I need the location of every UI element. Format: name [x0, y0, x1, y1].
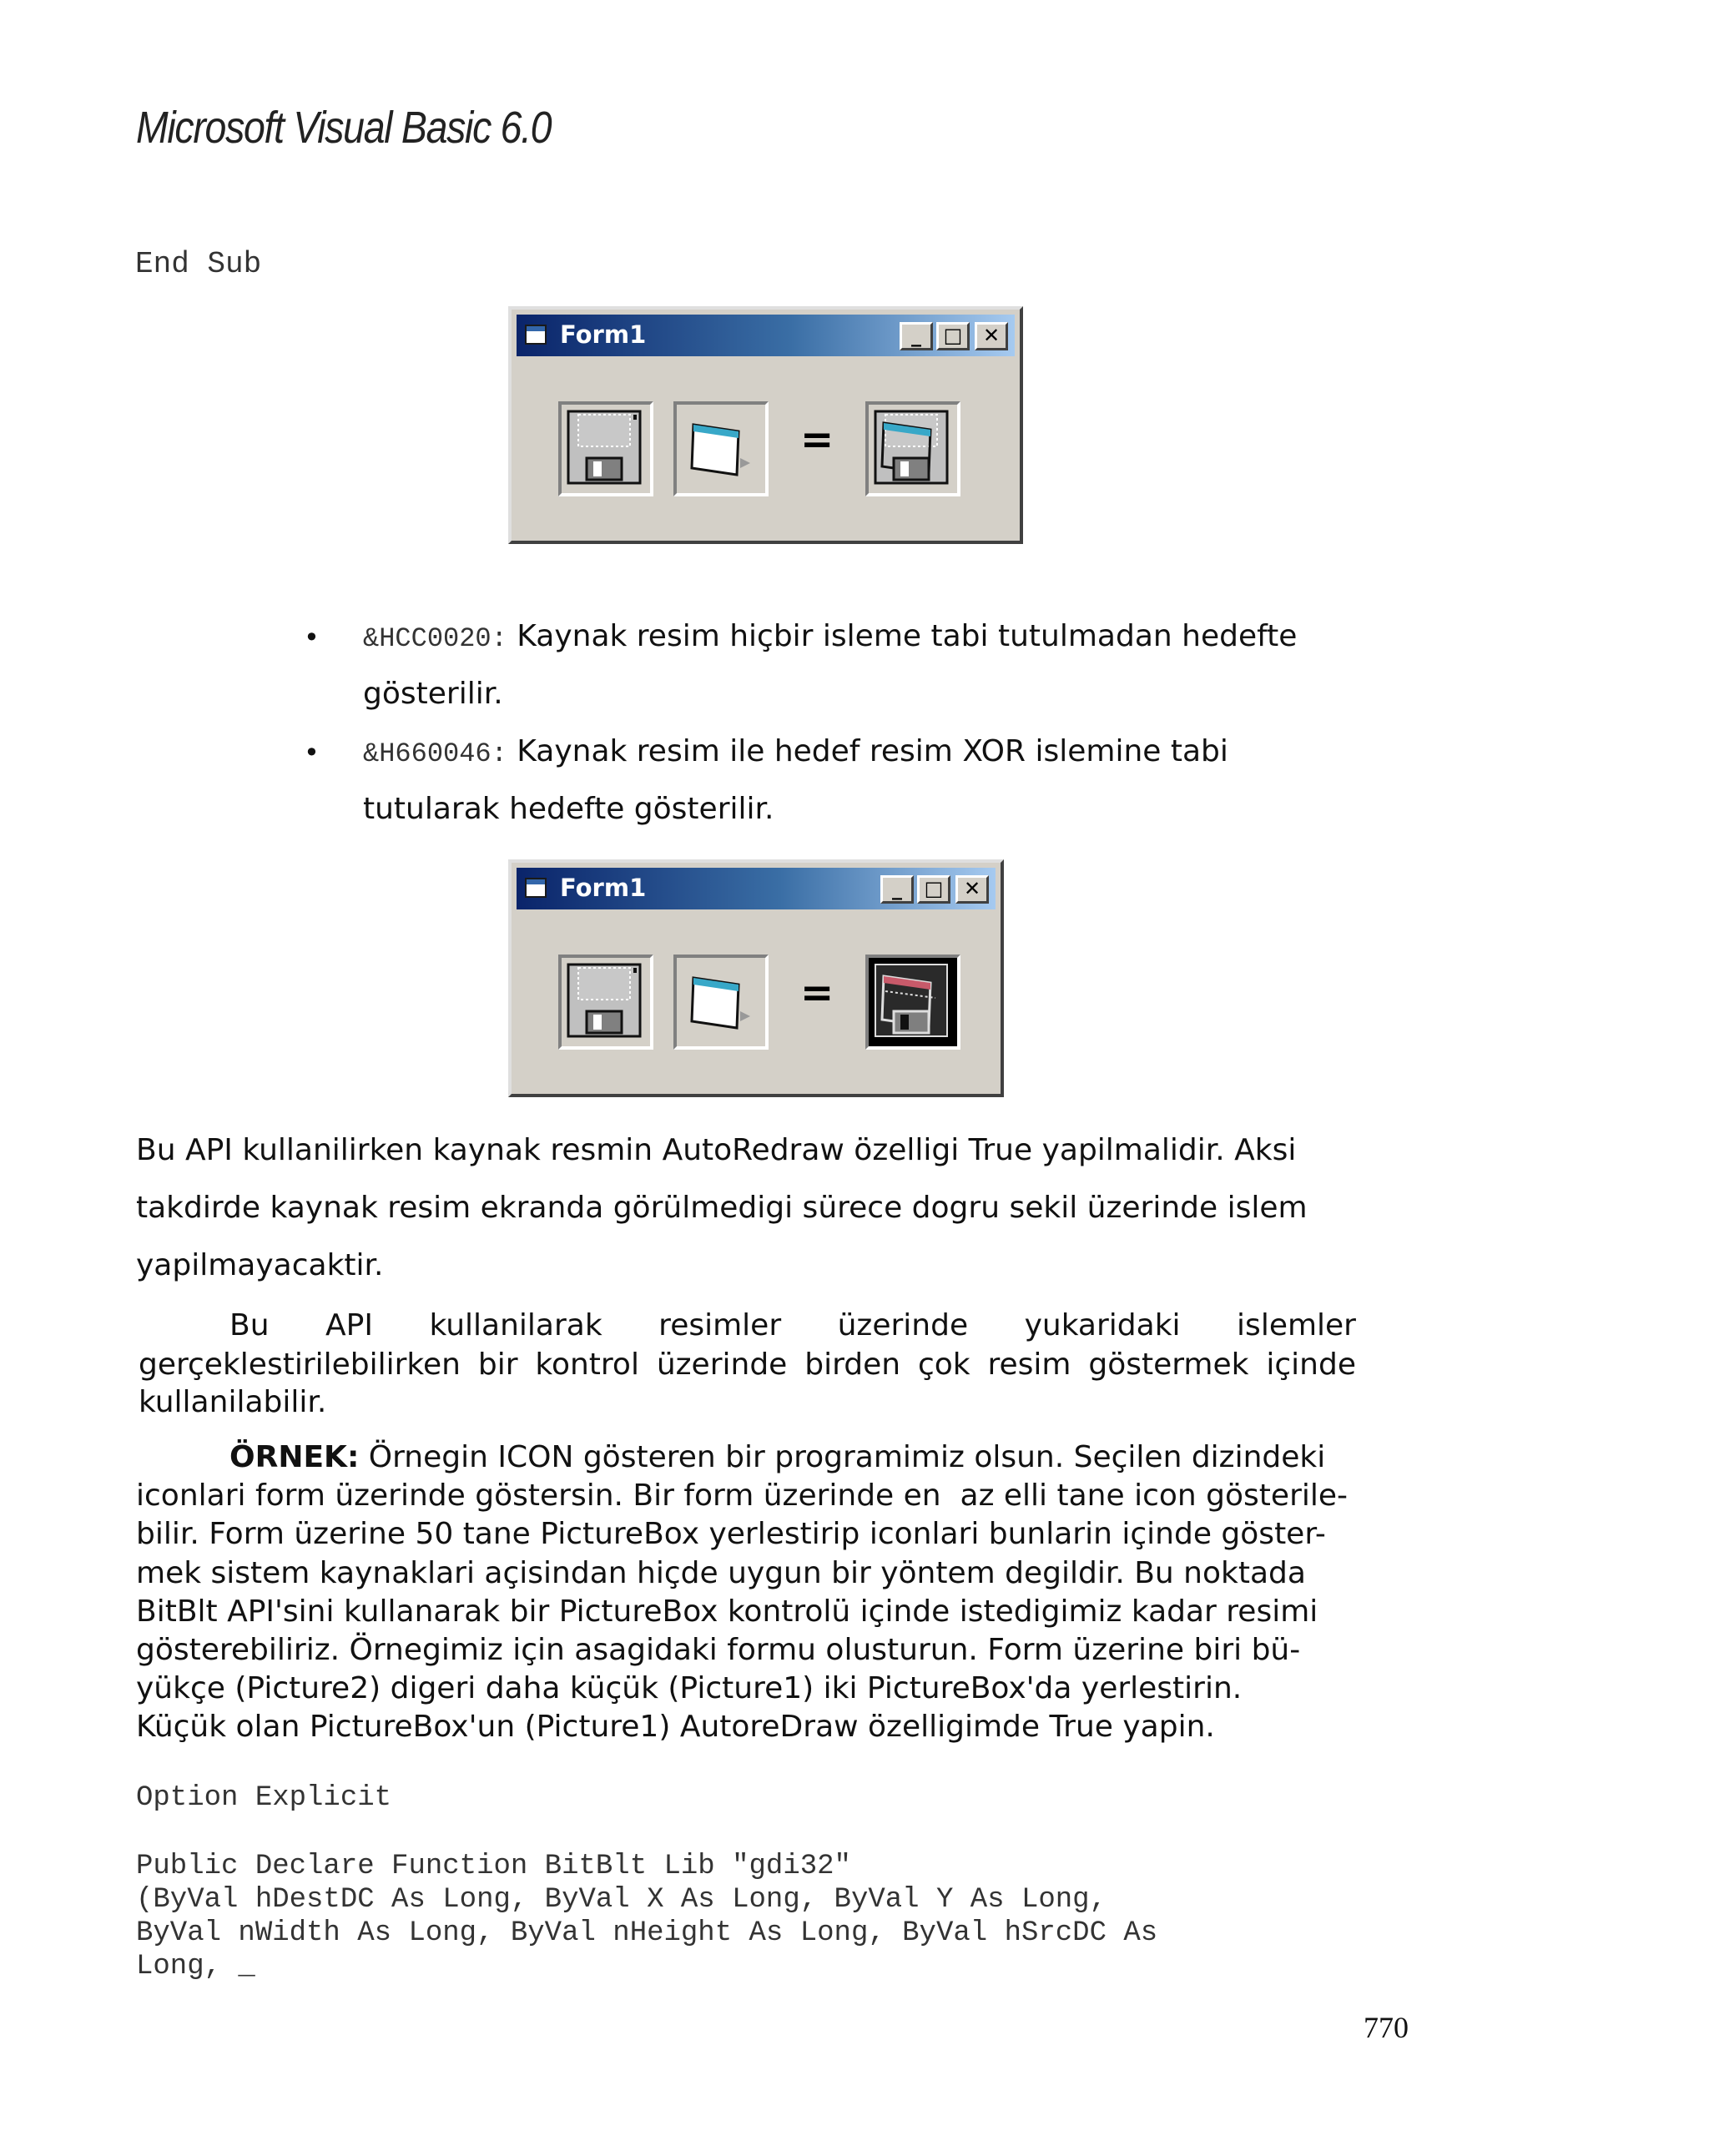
- example-line: bilir. Form üzerine 50 tane PictureBox yerlestirip iconlari bunlarin içinde göster-: [136, 1517, 1326, 1551]
- code-line: Public Declare Function BitBlt Lib "gdi32": [136, 1851, 851, 1882]
- minimize-button[interactable]: _: [880, 875, 914, 904]
- bullet-item: [363, 734, 1364, 769]
- paragraph-line: kullanilabilir.: [139, 1385, 327, 1419]
- form2-title: Form1: [560, 874, 647, 902]
- inverted-icon: [869, 958, 957, 1046]
- bullet-item-cont: gösterilir.: [363, 677, 503, 711]
- example-line: mek sistem kaynaklari açisindan hiçde uygun bir yöntem degildir. Bu noktada: [136, 1556, 1306, 1590]
- paragraph-line: Bu API kullanilirken kaynak resmin AutoRedraw özelligi True yapilmalidir. Aksi: [136, 1133, 1297, 1167]
- form-icon: [525, 325, 547, 345]
- form2-titlebar[interactable]: [517, 868, 996, 909]
- paragraph-line: Bu API kullanilarak resimler üzerinde yukaridaki islemler: [229, 1308, 1356, 1342]
- code-line: ByVal nWidth As Long, ByVal nHeight As Long, ByVal hSrcDC As: [136, 1917, 1158, 1949]
- close-button[interactable]: ✕: [955, 875, 989, 904]
- form1-window: [508, 306, 1023, 544]
- form-icon: [525, 878, 547, 898]
- form1-titlebar[interactable]: [517, 315, 1015, 356]
- close-button[interactable]: ✕: [975, 322, 1008, 350]
- bullet-text: Kaynak resim hiçbir isleme tabi tutulmadan hedefte: [517, 619, 1298, 653]
- example-label: ÖRNEK:: [229, 1440, 360, 1474]
- bullet-dot: •: [304, 622, 320, 653]
- picture-source-floppy[interactable]: [558, 401, 653, 496]
- bullet-item-cont: tutularak hedefte gösterilir.: [363, 792, 774, 826]
- bullet-text: Kaynak resim ile hedef resim XOR islemine tabi: [517, 734, 1228, 768]
- example-line: ÖRNEK: Örnegin ICON gösteren bir programimiz olsun. Seçilen dizindeki: [229, 1440, 1326, 1474]
- picture-source-floppy[interactable]: [558, 955, 653, 1050]
- picture-source-window[interactable]: [673, 955, 769, 1050]
- form2-window: [508, 859, 1004, 1097]
- picture-result-srccopy[interactable]: [865, 401, 960, 496]
- code-line: (ByVal hDestDC As Long, ByVal X As Long, ByVal Y As Long,: [136, 1884, 1107, 1916]
- example-line: iconlari form üzerinde göstersin. Bir form üzerinde en az elli tane icon gösterile-: [136, 1478, 1349, 1513]
- form1-title: Form1: [560, 320, 647, 349]
- maximize-button[interactable]: □: [936, 322, 970, 350]
- page-number: 770: [1364, 2011, 1409, 2044]
- bullet-dot: •: [304, 737, 320, 768]
- example-line: yükçe (Picture2) digeri daha küçük (Picture1) iki PictureBox'da yerlestirin.: [136, 1671, 1243, 1705]
- bullet-code: &HCC0020:: [363, 623, 507, 654]
- code-line: Long, _: [136, 1951, 255, 1982]
- equals-sign: =: [800, 970, 834, 1016]
- floppy-disk-icon: [562, 958, 650, 1046]
- bullet-code: &H660046:: [363, 738, 507, 769]
- floppy-disk-icon: [562, 405, 650, 493]
- running-header: Microsoft Visual Basic 6.0: [136, 103, 552, 153]
- example-line: BitBlt API'sini kullanarak bir PictureBox kontrolü içinde istedigimiz kadar resimi: [136, 1594, 1318, 1629]
- maximize-button[interactable]: □: [917, 875, 950, 904]
- combined-icon: [869, 405, 957, 493]
- code-line: Option Explicit: [136, 1782, 392, 1814]
- equals-sign: =: [800, 416, 834, 463]
- example-line: gösterebiliriz. Örnegimiz için asagidaki formu olusturun. Form üzerine biri bü-: [136, 1633, 1301, 1667]
- minimize-button[interactable]: _: [900, 322, 933, 350]
- example-line: Küçük olan PictureBox'un (Picture1) AutoreDraw özelligimde True yapin.: [136, 1710, 1215, 1744]
- paragraph-line: takdirde kaynak resim ekranda görülmedigi sürece dogru sekil üzerinde islem: [136, 1191, 1308, 1225]
- picture-result-xor[interactable]: [865, 955, 960, 1050]
- paragraph-line: yapilmayacaktir.: [136, 1248, 384, 1282]
- bullet-item: [363, 619, 1364, 654]
- paragraph-line: gerçeklestirilebilirken bir kontrol üzerinde birden çok resim göstermek içinde: [139, 1348, 1356, 1382]
- window-icon: [677, 405, 765, 493]
- picture-source-window[interactable]: [673, 401, 769, 496]
- code-end-sub: End Sub: [135, 247, 262, 281]
- window-icon: [677, 958, 765, 1046]
